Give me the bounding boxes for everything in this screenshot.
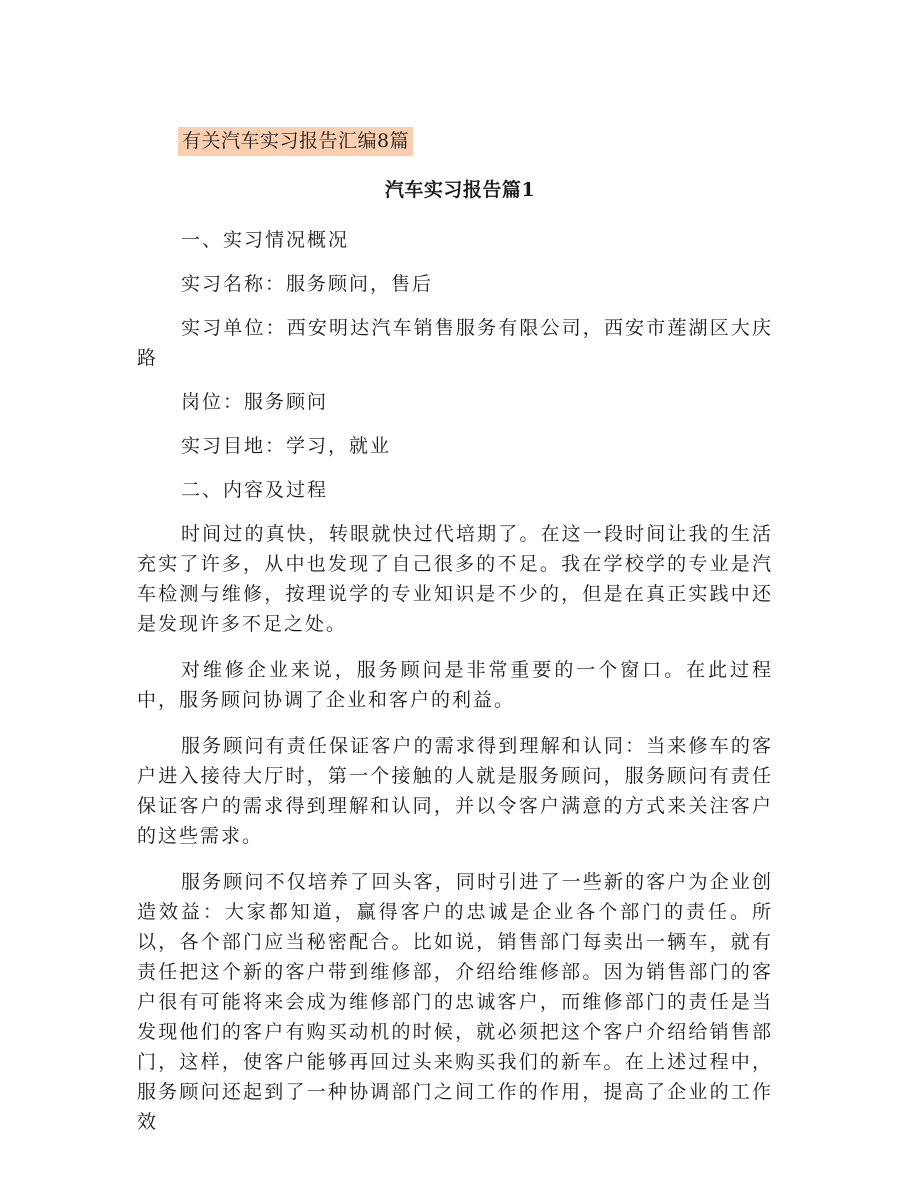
document-body (137, 225, 773, 1151)
internship-company: 实习单位：西安明达汽车销售服务有限公司，西安市莲湖区大庆路 (137, 317, 773, 369)
body-paragraph: 对维修企业来说，服务顾问是非常重要的一个窗口。在此过程中，服务顾问协调了企业和客户的利益。 (137, 659, 773, 711)
body-paragraph: 服务顾问有责任保证客户的需求得到理解和认同：当来修车的客户进入接待大厅时，第一个接触的人就是服务顾问，服务顾问有责任保证客户的需求得到理解和认同，并以令客户满意的方式来关注客户的这些需求。 (137, 735, 773, 847)
internship-position: 岗位：服务顾问 (181, 391, 329, 413)
internship-name: 实习名称：服务顾问，售后 (181, 273, 434, 295)
document-title: 有关汽车实习报告汇编8篇 (178, 127, 413, 156)
heading-overview: 一、实习情况概况 (181, 229, 350, 251)
section-heading: 汽车实习报告篇1 (384, 179, 536, 201)
body-paragraph: 服务顾问不仅培养了回头客，同时引进了一些新的客户为企业创造效益：大家都知道，赢得客户的忠诚是企业各个部门的责任。所以，各个部门应当秘密配合。比如说，销售部门每卖出一辆车，就有责任把这个新的客户带到维修部，介绍给维修部。因为销售部门的客户很有可能将来会成为维修部门的忠诚客户，而维修部门的责任是当发现他们的客户有购买动机的时候，就必须把这个客户介绍给销售部门，这样，使客户能够再回过头来购买我们的新车。在上述过程中，服务顾问还起到了一种协调部门之间工作的作用，提高了企业的工作效 (137, 871, 773, 1133)
internship-goal: 实习目地：学习，就业 (181, 435, 392, 457)
body-paragraph: 时间过的真快，转眼就快过代培期了。在这一段时间让我的生活充实了许多，从中也发现了自己很多的不足。我在学校学的专业是汽车检测与维修，按理说学的专业知识是不少的，但是在真正实践中还是发现许多不足之处。 (137, 523, 773, 635)
heading-process: 二、内容及过程 (181, 479, 329, 501)
